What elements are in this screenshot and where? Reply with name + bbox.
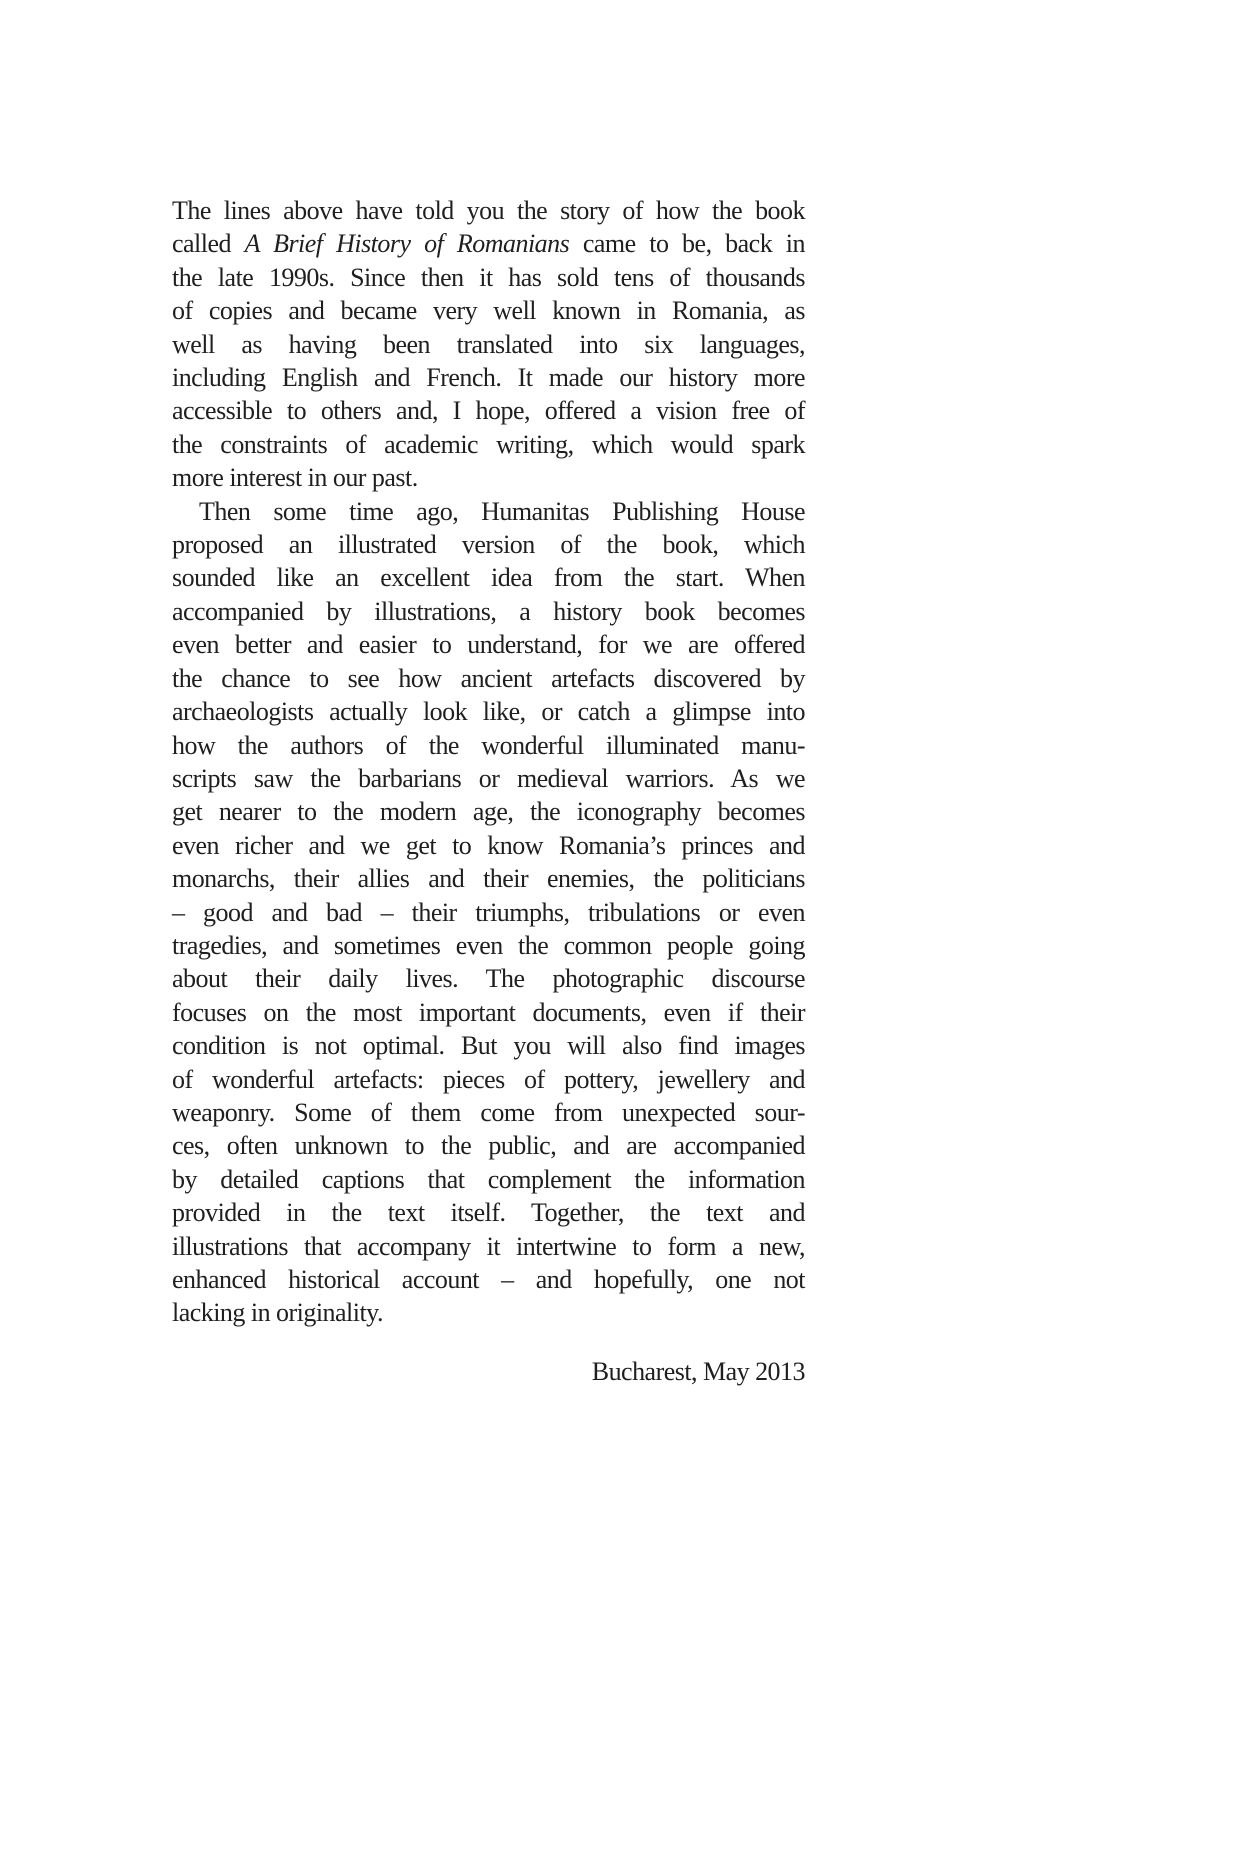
text-line: focuses on the most important documents, even if their bbox=[172, 997, 805, 1027]
text-line: tragedies, and sometimes even the common people going bbox=[172, 930, 805, 960]
text-line: accessible to others and, I hope, offered a vision free of bbox=[172, 396, 805, 426]
text-line: illustrations that accompany it intertwine to form a new, bbox=[172, 1231, 805, 1261]
text-line: The lines above have told you the story of how the book bbox=[172, 196, 805, 225]
text-line: condition is not optimal. But you will also find images bbox=[172, 1031, 805, 1061]
text-line: scripts saw the barbarians or medieval warriors. As we bbox=[172, 763, 805, 793]
text-line: about their daily lives. The photographic discourse bbox=[172, 964, 805, 994]
body-text bbox=[172, 194, 805, 1388]
paragraph bbox=[172, 194, 805, 495]
text-line: even richer and we get to know Romania’s princes and bbox=[172, 830, 805, 860]
text-line: get nearer to the modern age, the iconography becomes bbox=[172, 797, 805, 827]
text-line: the late 1990s. Since then it has sold tens of thousands bbox=[172, 262, 805, 292]
dateline: Bucharest, May 2013 bbox=[591, 1356, 805, 1386]
text-line: including English and French. It made our history more bbox=[172, 363, 805, 393]
text-line: provided in the text itself. Together, the text and bbox=[172, 1198, 805, 1228]
text-line: of copies and became very well known in Romania, as bbox=[172, 296, 805, 326]
text-line: by detailed captions that complement the information bbox=[172, 1164, 805, 1194]
text-line: sounded like an excellent idea from the start. When bbox=[172, 563, 805, 593]
text-line: accompanied by illustrations, a history book becomes bbox=[172, 596, 805, 626]
text-line: – good and bad – their triumphs, tribulations or even bbox=[172, 897, 805, 927]
text-line: how the authors of the wonderful illuminated manu- bbox=[172, 730, 805, 760]
text-line: more interest in our past. bbox=[172, 463, 418, 493]
text-line: enhanced historical account – and hopefully, one not bbox=[172, 1265, 805, 1294]
paragraph bbox=[172, 495, 805, 1330]
text-line: ces, often unknown to the public, and are accompanied bbox=[172, 1131, 805, 1161]
text-line: proposed an illustrated version of the book, which bbox=[172, 530, 805, 560]
text-line: archaeologists actually look like, or catch a glimpse into bbox=[172, 697, 805, 727]
text-line: monarchs, their allies and their enemies, the politicians bbox=[172, 864, 805, 894]
text-line: called A Brief History of Romanians came to be, back in bbox=[172, 229, 805, 259]
text-line: lacking in originality. bbox=[172, 1298, 383, 1328]
text-line: of wonderful artefacts: pieces of pottery, jewellery and bbox=[172, 1064, 805, 1094]
text-line: weaponry. Some of them come from unexpected sour- bbox=[172, 1097, 805, 1127]
text-line: Then some time ago, Humanitas Publishing House bbox=[199, 496, 805, 526]
paragraphs-container bbox=[172, 194, 805, 1330]
text-line: the constraints of academic writing, which would spark bbox=[172, 429, 805, 459]
text-line: the chance to see how ancient artefacts discovered by bbox=[172, 663, 805, 693]
text-line: even better and easier to understand, for we are offered bbox=[172, 630, 805, 660]
text-line: well as having been translated into six languages, bbox=[172, 329, 805, 359]
